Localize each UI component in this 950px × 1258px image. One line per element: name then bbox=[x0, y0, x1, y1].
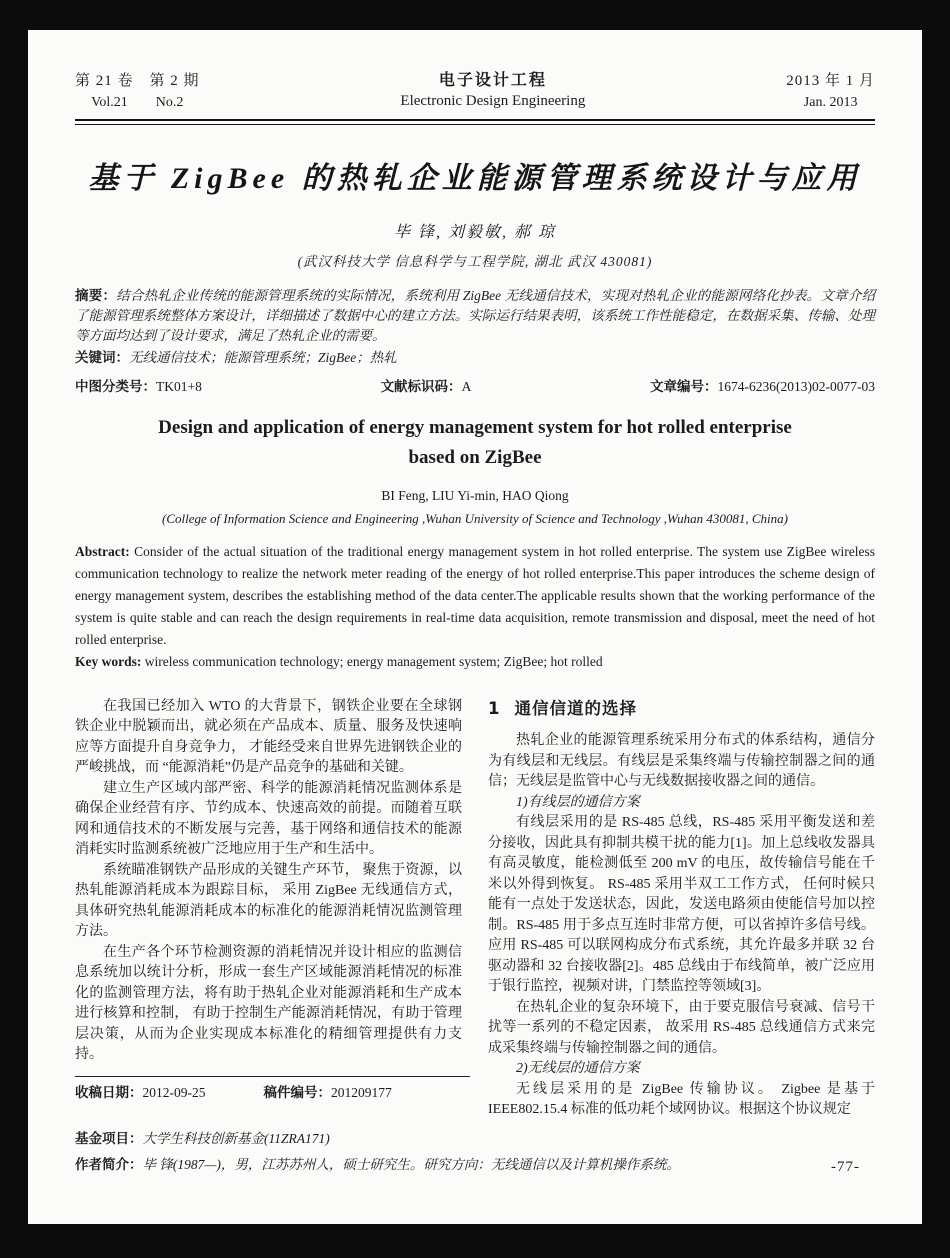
journal-title bbox=[400, 68, 585, 113]
doc-code-label: 文献标识码： bbox=[380, 378, 462, 395]
article-title-en-line2: based on ZigBee bbox=[408, 447, 542, 469]
body-paragraph: 系统瞄准钢铁产品形成的关键生产环节， 聚焦于资源，以热轧能源消耗成本为跟踪目标， 采用 ZigBee 无线通信方式，具体研究热轧能源消耗成本的标准化的能源消耗情况监测管理方法。 bbox=[75, 862, 462, 940]
section-number: 1 bbox=[488, 698, 501, 718]
body-subitem: 1)有线层的通信方案 bbox=[516, 794, 640, 810]
section-heading bbox=[488, 699, 875, 720]
header-double-rule bbox=[75, 119, 875, 125]
body-paragraph: 无线层采用的是 ZigBee 传输协议。 Zigbee 是基于 IEEE802.15.4 标准的低功耗个域网协议。根据这个协议规定 bbox=[488, 1081, 875, 1118]
journal-volume-issue bbox=[75, 71, 200, 113]
article-title-cn: 基于 ZigBee 的热轧企业能源管理系统设计与应用 bbox=[88, 161, 862, 195]
abstract-label-en: Abstract: bbox=[75, 543, 130, 559]
abstract-label-cn: 摘要： bbox=[75, 287, 117, 304]
body-subitem: 2)无线层的通信方案 bbox=[516, 1061, 640, 1077]
authors-en: BI Feng, LIU Yi-min, HAO Qiong bbox=[381, 487, 569, 503]
journal-date bbox=[786, 71, 875, 113]
body-paragraph: 建立生产区域内部严密、科学的能源消耗情况监测体系是确保企业经营有序、节约成本、快速高效的前提。而随着互联网和通信技术的不断发展与完善，基于网络和通信技术的能源消耗实时监测系统被广泛地应用于生产和生活中。 bbox=[75, 780, 462, 858]
manuscript-number-value: 201209177 bbox=[331, 1084, 392, 1100]
article-id bbox=[650, 375, 875, 395]
clc-value: TK01+8 bbox=[156, 378, 202, 394]
journal-date-cn: 2013 年 1 月 bbox=[786, 72, 875, 89]
journal-date-en: Jan. 2013 bbox=[803, 94, 858, 110]
body-paragraph: 在热轧企业的复杂环境下，由于要克服信号衰减、信号干扰等一系列的不稳定因素， 故采用 RS-485 总线通信方式来完成采集终端与传输控制器之间的通信。 bbox=[488, 999, 875, 1056]
right-column bbox=[488, 697, 875, 1121]
journal-title-cn: 电子设计工程 bbox=[438, 70, 547, 89]
scanned-page bbox=[28, 30, 922, 1224]
author-bio-row bbox=[75, 1153, 875, 1173]
article-title-en bbox=[75, 413, 875, 474]
keywords-label-cn: 关键词： bbox=[75, 349, 129, 366]
affiliation-en: (College of Information Science and Engineering ,Wuhan University of Science and Technology ,Wuhan 430081, China) bbox=[162, 510, 788, 526]
section-title: 通信信道的选择 bbox=[514, 698, 637, 718]
keywords-cn bbox=[75, 348, 875, 368]
footnote-rule bbox=[75, 1076, 470, 1077]
affiliation-cn: (武汉科技大学 信息科学与工程学院, 湖北 武汉 430081) bbox=[297, 253, 653, 269]
article-meta-row bbox=[75, 375, 875, 395]
article-title-en-line1: Design and application of energy management system for hot rolled enterprise bbox=[158, 416, 792, 438]
author-bio-value: 毕 锋(1987—)，男，江苏苏州人，硕士研究生。研究方向：无线通信以及计算机操作系统。 bbox=[142, 1156, 680, 1172]
keywords-text-en: wireless communication technology; energy management system; ZigBee; hot rolled bbox=[141, 653, 603, 669]
author-bio-label: 作者简介： bbox=[75, 1156, 143, 1173]
left-column bbox=[75, 697, 462, 1121]
article-id-value: 1674-6236(2013)02-0077-03 bbox=[717, 378, 875, 394]
journal-title-en: Electronic Design Engineering bbox=[400, 93, 586, 110]
body-paragraph: 在生产各个环节检测资源的消耗情况并设计相应的监测信息系统加以统计分析，形成一套生产区域能源消耗情况的标准化的监测管理方法，将有助于热轧企业对能源消耗和生产成本进行核算和控制， 有助于控制生产能源消耗情况，有助于管理层决策，从而为企业实现成本标准化的精细管理提供有力支持。 bbox=[75, 944, 462, 1063]
keywords-label-en: Key words: bbox=[75, 653, 142, 669]
page-number: -77- bbox=[831, 1159, 860, 1175]
body-paragraph: 有线层采用的是 RS-485 总线，RS-485 采用平衡发送和差分接收，因此具有抑制共模干扰的能力[1]。加上总线收发器具有高灵敏度，能检测低至 200 mV 的电压，故传输信号能在千米以外得到恢复。 RS-485 采用半双工工作方式， 任何时候只能有一点处于发送状态，因此，发送电路须由使能信号加以控制。RS-485 用于多点互连时非常方便，可以省掉许多信号线。应用 RS-485 可以联网构成分布式系统，其允许最多并联 32 台驱动器和 32 台接收器[2]。485 总线由于布线简单，被广泛应用于银行监控，视频对讲，门禁监控等领域[3]。 bbox=[488, 815, 875, 995]
journal-header bbox=[75, 68, 875, 113]
abstract-text-en: Consider of the actual situation of the traditional energy management system in hot rolled enterprise. The system use ZigBee wireless communication technology to realize the network meter reading of the energy of hot rolled enterprise.This paper introduces the scheme design of energy management system, describes the establishing method of the data center.The applicable results shown that the working performance of the system is quite stable and can reach the design requirements in real-time data acquisition, remote transmission and disposal, meet the need of hot rolled enterprise. bbox=[75, 543, 875, 647]
body-paragraph: 热轧企业的能源管理系统采用分布式的体系结构，通信分为有线层和无线层。有线层是采集终端与传输控制器之间的通信；无线层是监管中心与无线数据接收器之间的通信。 bbox=[488, 733, 875, 790]
manuscript-number bbox=[264, 1083, 392, 1104]
journal-volume-en: Vol.21 No.2 bbox=[91, 94, 184, 110]
received-label: 收稿日期： bbox=[75, 1084, 143, 1101]
doc-code bbox=[381, 375, 472, 395]
received-row bbox=[75, 1083, 462, 1104]
journal-volume-cn: 第 21 卷 第 2 期 bbox=[75, 72, 200, 89]
body-paragraph: 在我国已经加入 WTO 的大背景下，钢铁企业要在全球钢铁企业中脱颖而出，就必须在产品成本、质量、服务及快速响应等方面提升自身竞争力， 才能经受来自世界先进钢铁企业的严峻挑战，而 “能源消耗”仍是产品竞争的基础和关键。 bbox=[75, 698, 462, 776]
keywords-text-cn: 无线通信技术；能源管理系统；ZigBee；热轧 bbox=[129, 349, 397, 365]
doc-code-value: A bbox=[461, 378, 472, 394]
abstract-text-cn: 结合热轧企业传统的能源管理系统的实际情况，系统利用 ZigBee 无线通信技术，实现对热轧企业的能源网络化抄表。文章介绍了能源管理系统整体方案设计，详细描述了数据中心的建立方法。实际运行结果表明，该系统工作性能稳定，在数据采集、传输、处理等方面均达到了设计要求，满足了热轧企业的需要。 bbox=[75, 287, 875, 343]
article-id-label: 文章编号： bbox=[650, 378, 718, 395]
fund-label: 基金项目： bbox=[75, 1130, 143, 1147]
keywords-en bbox=[75, 651, 875, 673]
body-columns bbox=[75, 697, 875, 1121]
footnote-block bbox=[75, 1127, 875, 1173]
manuscript-number-label: 稿件编号： bbox=[263, 1084, 331, 1101]
clc-label: 中图分类号： bbox=[75, 378, 156, 395]
fund-row bbox=[75, 1127, 875, 1147]
authors-cn: 毕 锋, 刘毅敏, 郝 琼 bbox=[393, 223, 556, 241]
abstract-cn bbox=[75, 286, 875, 346]
abstract-en bbox=[75, 541, 875, 651]
received-value: 2012-09-25 bbox=[142, 1084, 206, 1100]
received-date bbox=[75, 1083, 206, 1104]
fund-value: 大学生科技创新基金(11ZRA171) bbox=[142, 1130, 330, 1146]
clc-number bbox=[75, 375, 202, 395]
